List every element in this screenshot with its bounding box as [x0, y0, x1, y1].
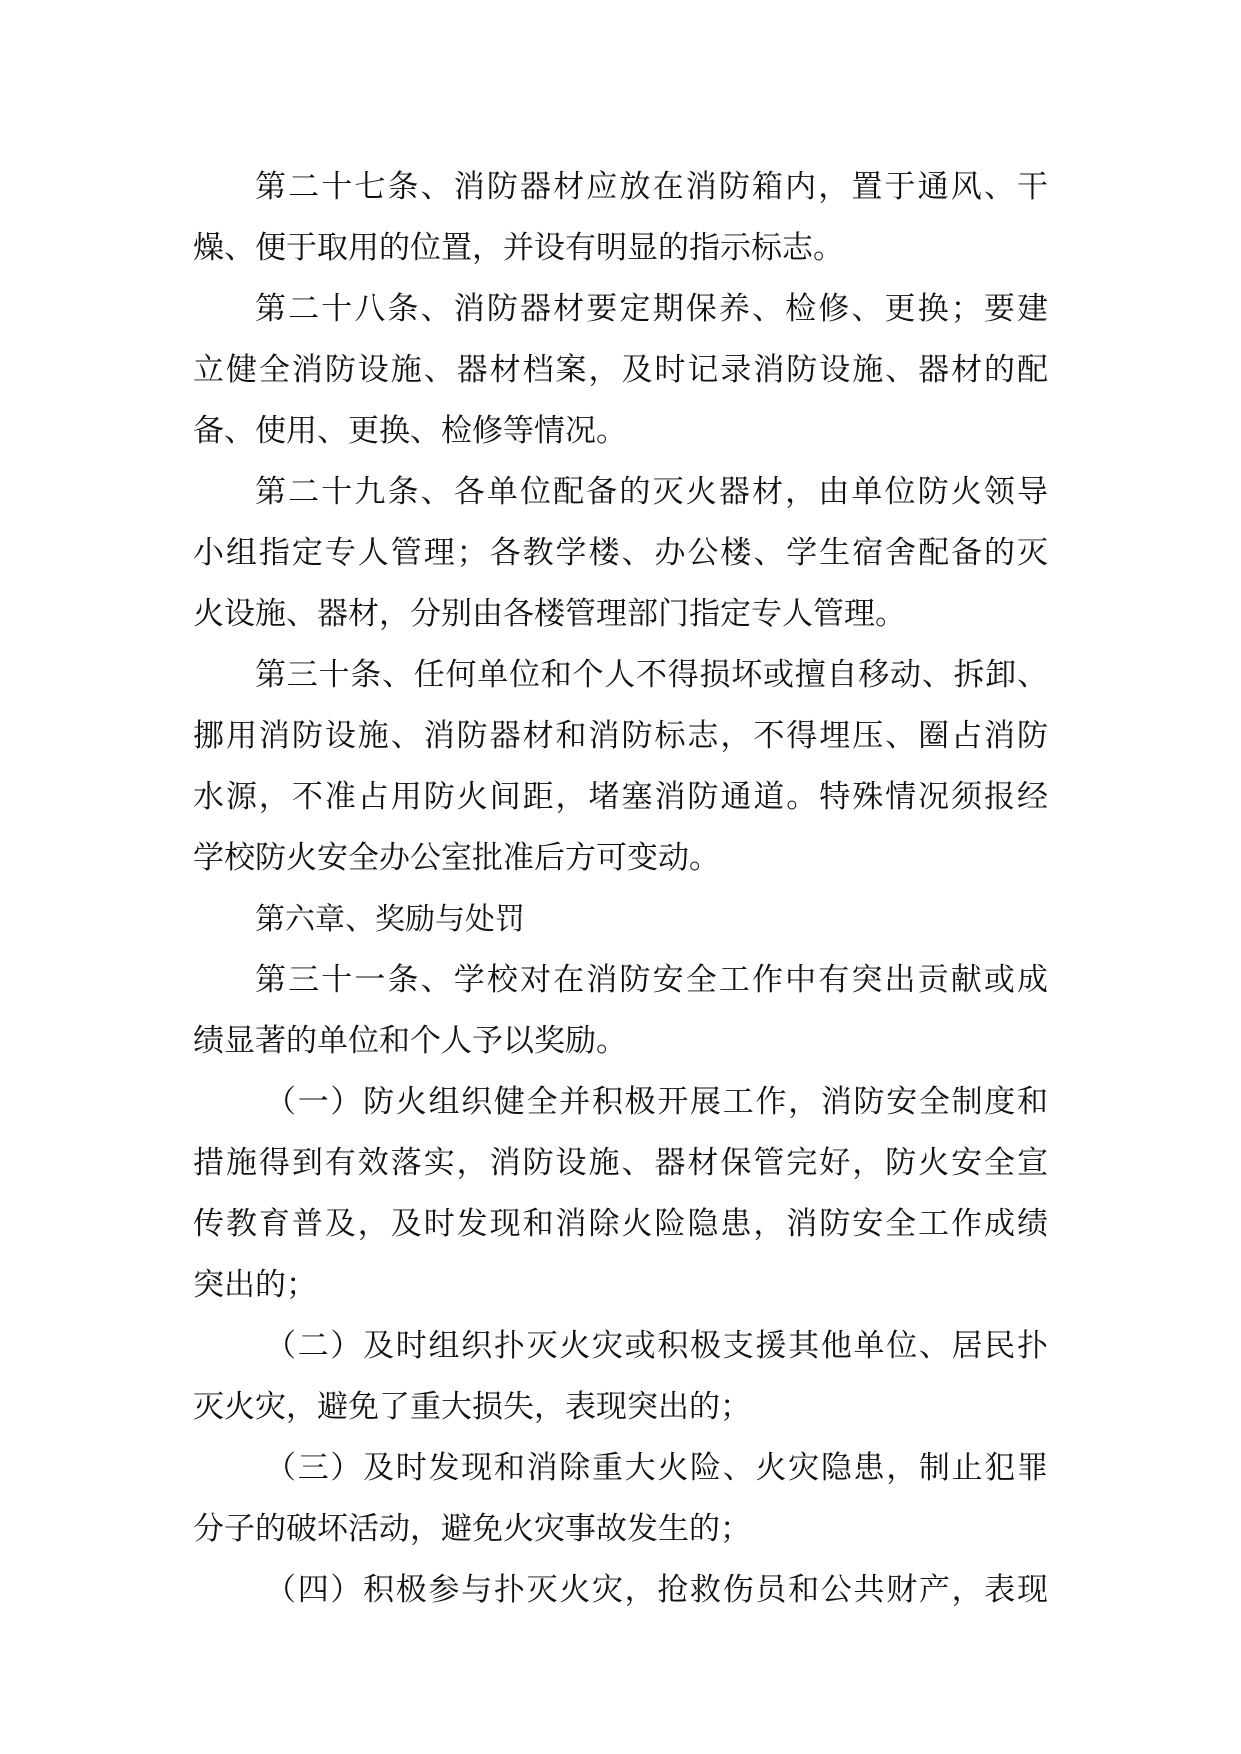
- article-30-line-3: 水源，不准占用防火间距，堵塞消防通道。特殊情况须报经: [193, 779, 1048, 815]
- article-29-line-1: 第二十九条、各单位配备的灭火器材，由单位防火领导: [255, 474, 1048, 510]
- article-30-line-1: 第三十条、任何单位和个人不得损坏或擅自移动、拆卸、: [255, 657, 1048, 693]
- item-3-line-1: （三）及时发现和消除重大火险、火灾隐患，制止犯罪: [265, 1450, 1048, 1486]
- article-29-line-3: 火设施、器材，分别由各楼管理部门指定专人管理。: [193, 596, 906, 632]
- article-28-line-3: 备、使用、更换、检修等情况。: [193, 413, 627, 449]
- article-28-line-1: 第二十八条、消防器材要定期保养、检修、更换；要建: [255, 291, 1048, 327]
- item-2-line-2: 灭火灾，避免了重大损失，表现突出的；: [193, 1389, 751, 1425]
- item-4-line-1: （四）积极参与扑灭火灾，抢救伤员和公共财产，表现: [265, 1572, 1048, 1608]
- article-31-line-2: 绩显著的单位和个人予以奖励。: [193, 1023, 627, 1059]
- item-1-line-4: 突出的；: [193, 1267, 317, 1303]
- item-2-line-1: （二）及时组织扑灭火灾或积极支援其他单位、居民扑: [265, 1328, 1048, 1364]
- item-3-line-2: 分子的破坏活动，避免火灾事故发生的；: [193, 1511, 751, 1547]
- article-29-line-2: 小组指定专人管理；各教学楼、办公楼、学生宿舍配备的灭: [193, 535, 1048, 571]
- article-28-line-2: 立健全消防设施、器材档案，及时记录消防设施、器材的配: [193, 352, 1048, 388]
- article-30-line-2: 挪用消防设施、消防器材和消防标志，不得埋压、圈占消防: [193, 718, 1048, 754]
- article-30-line-4: 学校防火安全办公室批准后方可变动。: [193, 840, 720, 876]
- document-body: [193, 157, 1048, 1621]
- article-27-line-1: 第二十七条、消防器材应放在消防箱内，置于通风、干: [255, 169, 1048, 205]
- item-1-line-3: 传教育普及，及时发现和消除火险隐患，消防安全工作成绩: [193, 1206, 1048, 1242]
- article-31-line-1: 第三十一条、学校对在消防安全工作中有突出贡献或成: [255, 962, 1048, 998]
- article-27-line-2: 燥、便于取用的位置，并设有明显的指示标志。: [193, 230, 844, 266]
- item-1-line-2: 措施得到有效落实，消防设施、器材保管完好，防火安全宣: [193, 1145, 1048, 1181]
- chapter-6-heading: 第六章、奖励与处罚: [255, 902, 525, 937]
- item-1-line-1: （一）防火组织健全并积极开展工作，消防安全制度和: [265, 1084, 1048, 1120]
